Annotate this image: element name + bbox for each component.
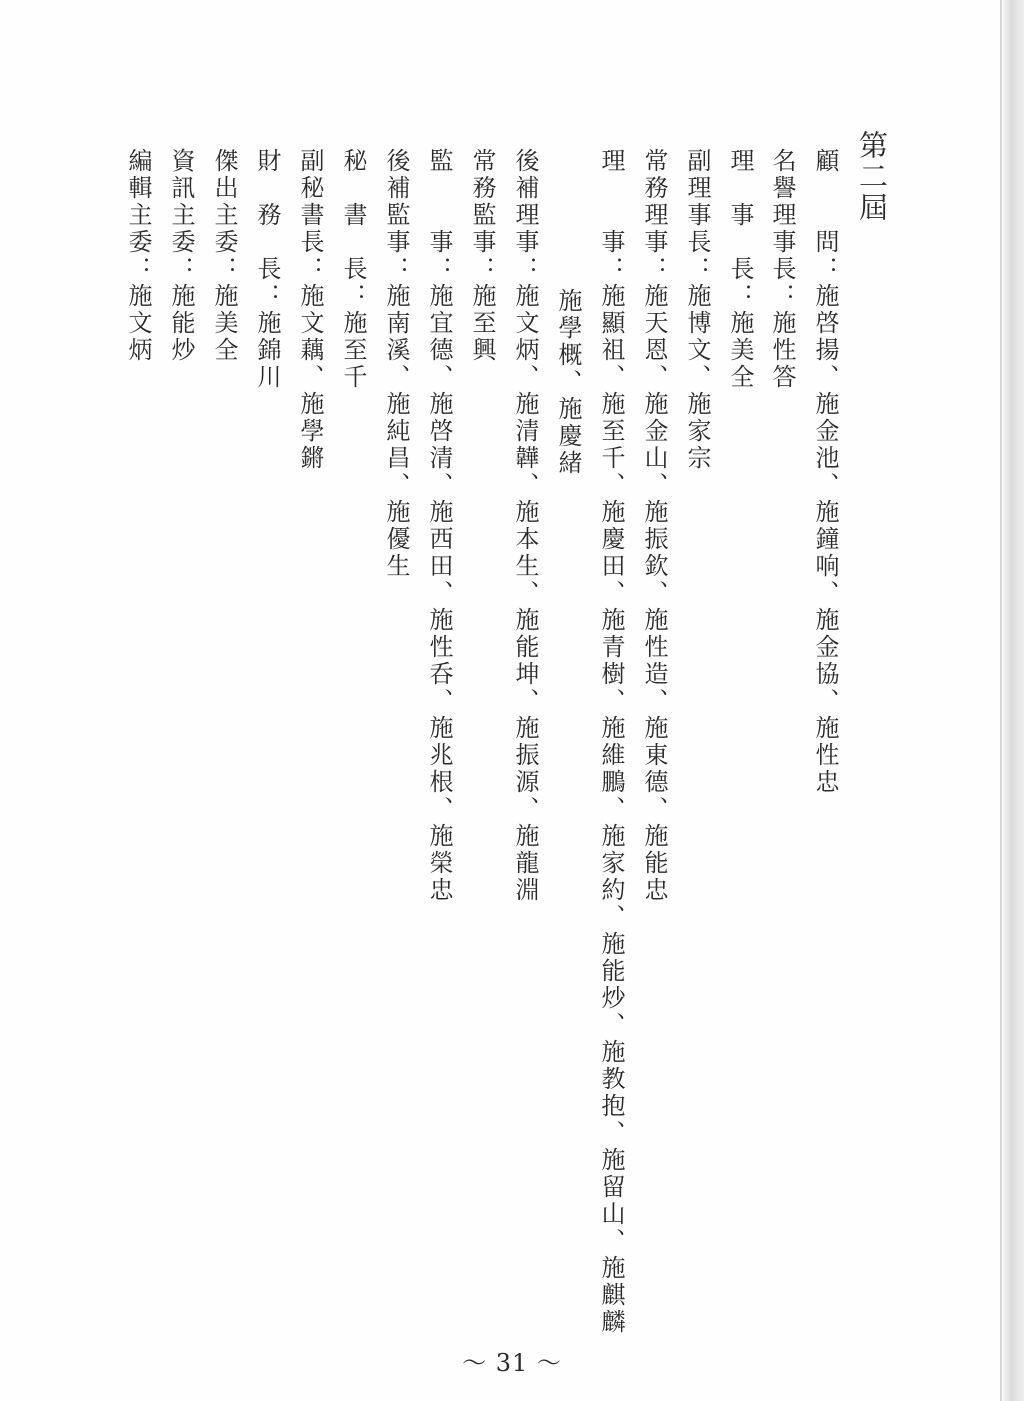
line-directors-continued: 施學概、施慶緒	[554, 288, 582, 477]
line-chairman: 理 事 長：施美全	[726, 148, 754, 391]
line-supervisors: 監 事：施宜德、施啓清、施西田、施性呑、施兆根、施榮忠	[425, 148, 453, 904]
line-alternate-directors: 後補理事：施文炳、施清韡、施本生、施能坤、施振源、施龍淵	[511, 148, 539, 904]
page-number: ～ 31 ～	[462, 1349, 562, 1377]
line-honorary-chairman: 名譽理事長：施性答	[768, 148, 796, 391]
section-heading: 第二屆	[855, 130, 889, 223]
line-outstanding-committee-chair: 傑出主委：施美全	[210, 148, 238, 364]
line-editorial-committee-chair: 編輯主委：施文炳	[124, 148, 152, 364]
line-treasurer: 財 務 長：施錦川	[253, 148, 281, 391]
line-vice-chairman: 副理事長：施博文、施家宗	[683, 148, 711, 472]
page-edge-shadow	[1003, 0, 1024, 1401]
line-standing-directors: 常務理事：施天恩、施金山、施振欽、施性造、施東德、施能忠	[640, 148, 668, 904]
line-alternate-supervisors: 後補監事：施南溪、施純昌、施優生	[382, 148, 410, 580]
line-deputy-secretary-general: 副秘書長：施文藕、施學鏘	[296, 148, 324, 472]
line-directors: 理 事：施顯祖、施至千、施慶田、施青樹、施維鵬、施家約、施能炒、施教抱、施留山、施麒麟	[597, 148, 625, 1336]
page-edge-line	[1000, 0, 1002, 1401]
line-advisors: 顧 問：施啓揚、施金池、施鐘响、施金協、施性忠	[811, 148, 839, 796]
line-information-committee-chair: 資訊主委：施能炒	[167, 148, 195, 364]
line-standing-supervisor: 常務監事：施至興	[468, 148, 496, 364]
line-secretary-general: 秘 書 長：施至千	[339, 148, 367, 391]
